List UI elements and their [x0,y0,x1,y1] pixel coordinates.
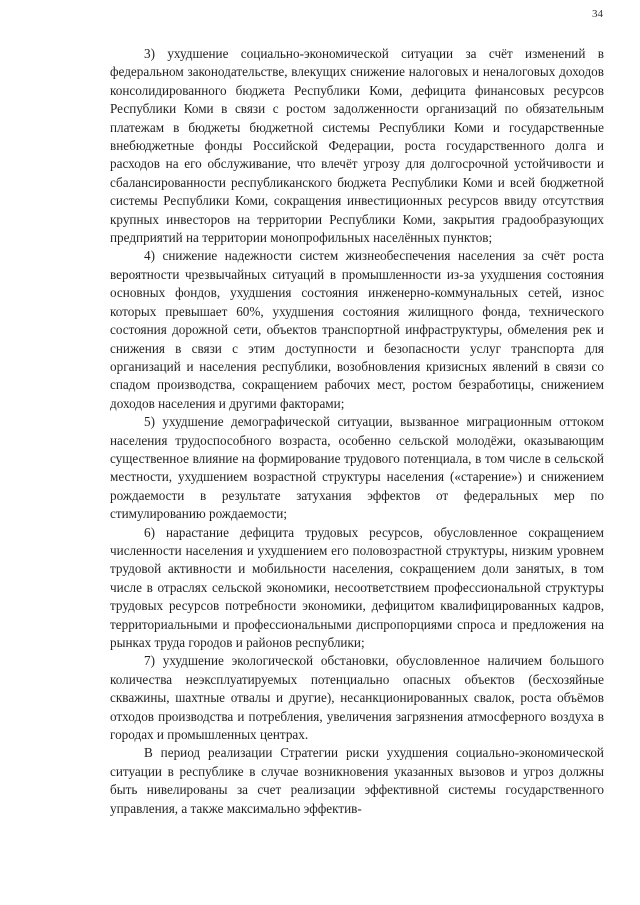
paragraph-risk-3: 3) ухудшение социально-экономической ситуации за счёт изменений в федеральном законодательстве, влекущих снижение налоговых и неналоговых доходов консолидированного бюджета Республики Коми, дефицита финансовых ресурсов Республики Коми в связи с ростом задолженности организаций по обязательным платежам в бюджеты бюджетной системы Республики Коми и государственные внебюджетные фонды Российской Федерации, роста государственного долга и расходов на его обслуживание, что влечёт угрозу для долгосрочной устойчивости и сбалансированности республиканского бюджета Республики Коми и всей бюджетной системы Республики Коми, сокращения инвестиционных ресурсов ввиду отсутствия крупных инвесторов на территории Республики Коми, закрытия градообразующих предприятий на территории монопрофильных населённых пунктов; [110,46,604,246]
page-number: 34 [592,8,603,20]
paragraph-risk-6: 6) нарастание дефицита трудовых ресурсов, обусловленное сокращением численности населения и ухудшением его половозрастной структуры, низким уровнем трудовой активности и мобильности населения, сокращением доли занятых, в том числе в отраслях сельской экономики, несоответствием профессиональной структуры трудовых ресурсов потребности экономики, дефицитом квалифицированных кадров, территориальными и профессиональными диспропорциями спроса и предложения на рынках труда городов и районов республики; [110,524,604,650]
paragraph-conclusion: В период реализации Стратегии риски ухудшения социально-экономической ситуации в республике в случае возникновения указанных вызовов и угроз должны быть нивелированы за счет реализации эффективной системы государственного управления, а также максимально эффектив- [110,745,604,816]
paragraph-risk-5: 5) ухудшение демографической ситуации, вызванное миграционным оттоком населения трудоспособного возраста, особенно сельской молодёжи, оказывающим существенное влияние на формирование трудового потенциала, в том числе в сельской местности, ухудшением возрастной структуры населения («старение») и снижением рождаемости в результате затухания эффектов от федеральных мер по стимулированию рождаемости; [110,414,604,522]
paragraph-risk-7: 7) ухудшение экологической обстановки, обусловленное наличием большого количества неэксплуатируемых потенциально опасных объектов (бесхозяйные скважины, шахтные отвалы и другие), несанкционированных свалок, роста объёмов отходов производства и потребления, увеличения загрязнения атмосферного воздуха в городах и промышленных центрах. [110,653,604,743]
paragraph-risk-4: 4) снижение надежности систем жизнеобеспечения населения за счёт роста вероятности чрезвычайных ситуаций в промышленности из-за ухудшения состояния основных фондов, ухудшения состояния инженерно-коммунальных сетей, износ которых превышает 60%, ухудшения состояния жилищного фонда, технического состояния дорожной сети, объектов транспортной инфраструктуры, обмеления рек и снижения в связи с этим доступности и безопасности услуг транспорта для организаций и населения республики, возобновления кризисных явлений в связи со спадом производства, сокращением рабочих мест, ростом безработицы, снижением доходов населения и другими факторами; [110,248,604,411]
body-text [110,45,604,818]
